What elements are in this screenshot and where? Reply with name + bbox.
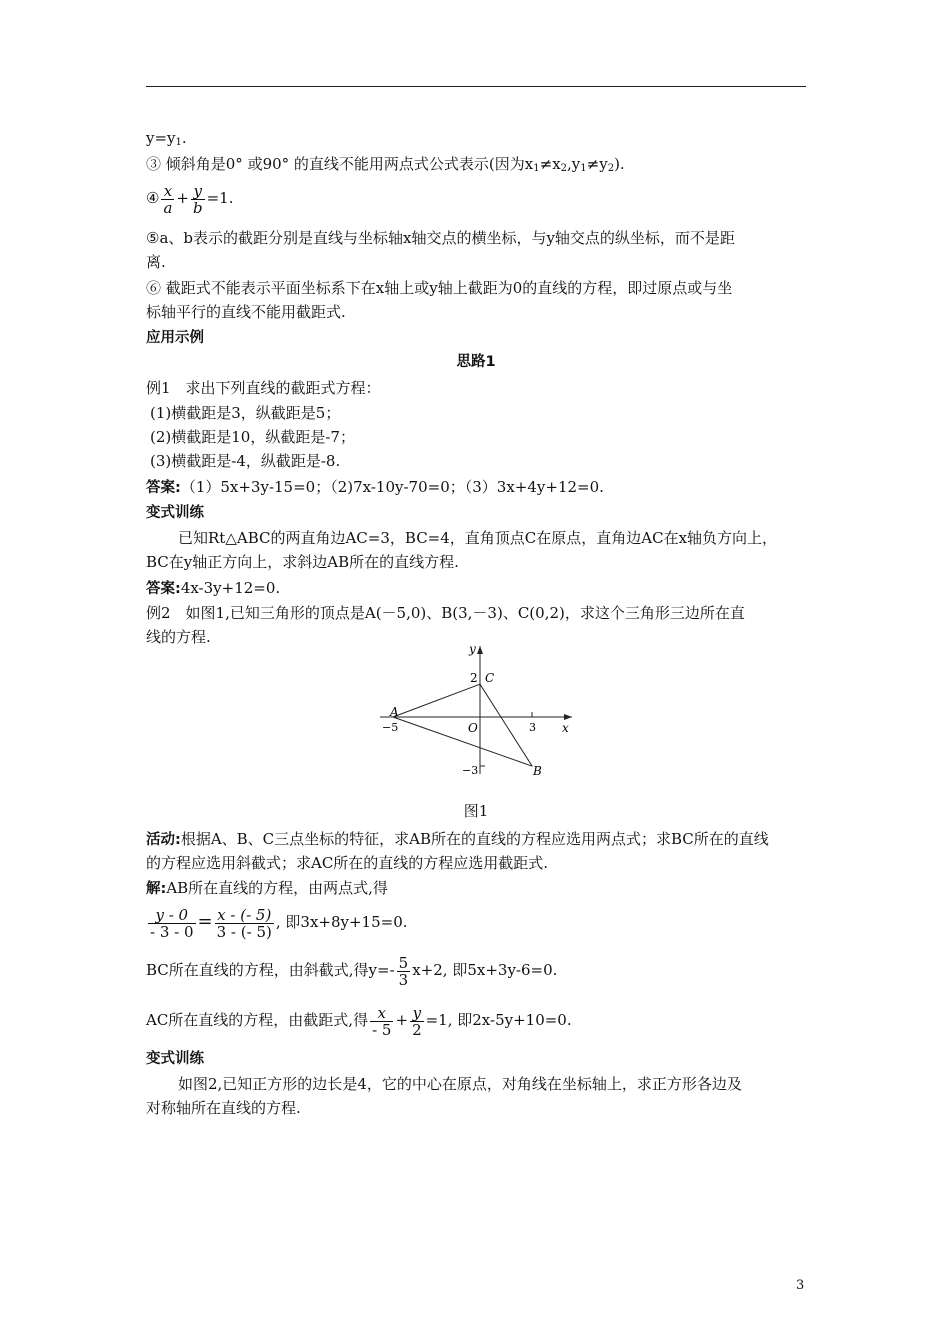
origin-label: O [468, 721, 478, 735]
section-heading: 变式训练 [146, 1051, 204, 1067]
y-axis-label: y [469, 642, 476, 656]
tick-label-3: 3 [529, 721, 536, 734]
section-heading: 应用示例 [146, 330, 204, 346]
text-line: BC在y轴正方向上，求斜边AB所在的直线方程. [146, 553, 459, 571]
fraction: $\frac{x}{- 5}$ [372, 1003, 392, 1039]
text-line: 已知Rt△ABC的两直角边AC=3，BC=4，直角顶点C在原点，直角边AC在x轴负方向上， [178, 529, 778, 547]
header-rule [146, 86, 806, 87]
solution-line: 解:AB所在直线的方程，由两点式,得 [146, 879, 388, 897]
x-axis-label: x [562, 721, 569, 735]
text-line: 离. [146, 253, 166, 271]
text-line: 如图2,已知正方形的边长是4，它的中心在原点，对角线在坐标轴上，求正方形各边及 [178, 1075, 742, 1093]
text-line: 的方程应选用斜截式；求AC所在的直线的方程应选用截距式. [146, 854, 549, 872]
text-line: ⑥ 截距式不能表示平面坐标系下在x轴上或y轴上截距为0的直线的方程，即过原点或与坐 [146, 279, 733, 297]
side-ac [393, 684, 480, 717]
y-axis-arrow [477, 646, 483, 654]
tick-label-minus3: −3 [462, 764, 479, 777]
side-ab [393, 717, 532, 766]
text-line: $y=y_1$. [146, 129, 187, 148]
tick-label-minus5: −5 [382, 721, 399, 734]
fraction: $\frac{x - (- 5)}{3 - (- 5)}$ [216, 905, 272, 941]
figure-caption: 图1 [463, 802, 489, 820]
example-title: 例2 如图1,已知三角形的顶点是A(－5,0)、B(3,－3)、C(0,2)，求这个三角形三边所在直 [146, 604, 745, 622]
page-number: 3 [796, 1278, 805, 1293]
answer-line: 答案:4x-3y+12=0. [146, 579, 281, 597]
fraction: $\frac{y - 0}{- 3 - 0}$ [150, 905, 194, 941]
formula-intercept: ④ $\frac{x}{a}$ + $\frac{y}{b}$ =1. [146, 181, 234, 217]
triangle-figure [376, 640, 586, 784]
example-title: 例1 求出下列直线的截距式方程： [146, 379, 381, 397]
text-line: 对称轴所在直线的方程. [146, 1099, 301, 1117]
text-line: ⑤a、b表示的截距分别是直线与坐标轴x轴交点的横坐标，与y轴交点的纵坐标，而不是距 [146, 229, 735, 247]
point-label-c: C [485, 671, 495, 685]
text-line: 标轴平行的直线不能用截距式. [146, 303, 346, 321]
answer-line: 答案:（1）5x+3y-15=0；（2)7x-10y-70=0；（3）3x+4y+12=0. [146, 478, 604, 496]
example-item: (1)横截距是3，纵截距是5； [150, 404, 341, 422]
tick-label-2: 2 [470, 671, 478, 685]
fraction: $\frac{x}{a}$ [163, 181, 173, 217]
equation-two-point: $\frac{y - 0}{- 3 - 0}$ = $\frac{x - (- 5)}{3 - (- 5)}$ , 即3x+8y+15=0. [150, 905, 408, 941]
example-item: (3)横截距是-4，纵截距是-8. [150, 452, 341, 470]
fraction: $\frac{y}{b}$ [192, 181, 203, 217]
text-line: ③ 倾斜角是0° 或90° 的直线不能用两点式公式表示(因为$x_1\ne x_2,y_1\ne y_2$). [146, 155, 625, 174]
sub-heading: 思路1 [456, 354, 496, 370]
fraction: $\frac{5}{3}$ [398, 953, 409, 989]
point-label-b: B [533, 764, 542, 778]
x-axis-arrow [564, 714, 572, 720]
text-line: 线的方程. [146, 628, 211, 646]
activity-line: 活动:根据A、B、C三点坐标的特征，求AB所在的直线的方程应选用两点式；求BC所在的直线 [146, 830, 769, 848]
point-label-a: A [390, 705, 399, 719]
section-heading: 变式训练 [146, 505, 204, 521]
fraction: $\frac{y}{2}$ [412, 1003, 422, 1039]
equation-intercept: AC所在直线的方程，由截距式,得 $\frac{x}{- 5}$ + $\frac{y}{2}$ =1, 即2x-5y+10=0. [146, 1003, 572, 1039]
side-cb [480, 684, 532, 766]
equation-slope-intercept: BC所在直线的方程，由斜截式,得y=- $\frac{5}{3}$ x+2, 即5x+3y-6=0. [146, 953, 558, 989]
example-item: (2)横截距是10，纵截距是-7； [150, 428, 355, 446]
